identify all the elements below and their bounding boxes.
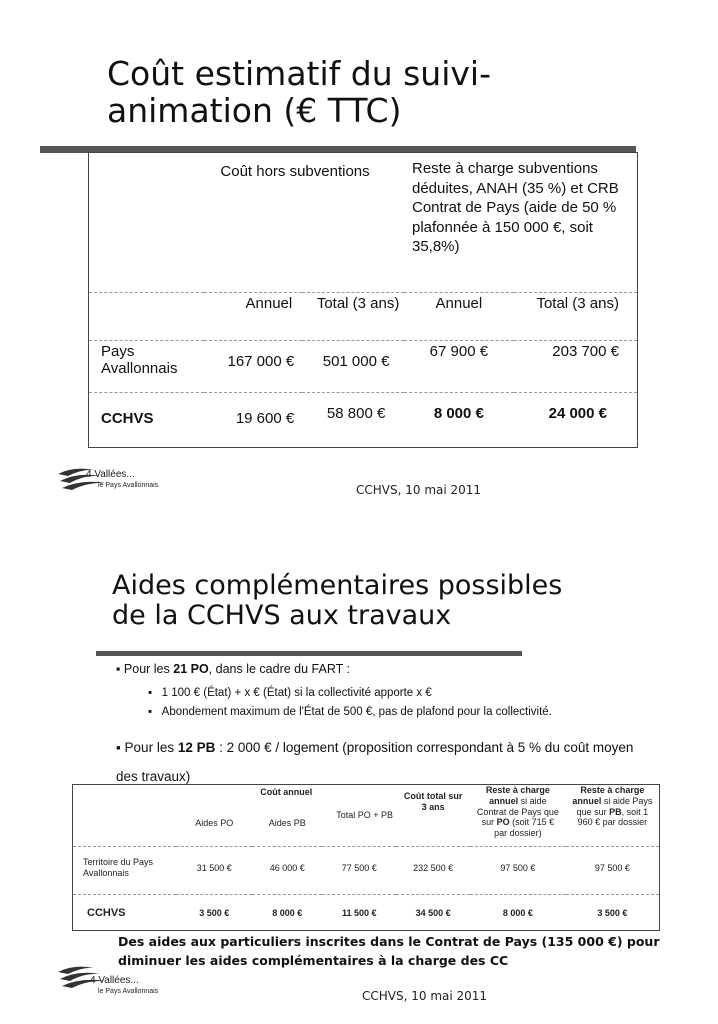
cell-reste-po: 8 000 € [502,908,533,918]
header-cout-total: Coût total sur 3 ans [403,791,463,812]
cell-total-3ans: 34 500 € [415,908,451,918]
row-label: Pays Avallonnais [101,343,178,377]
cell-reste-pb: 3 500 € [597,908,628,918]
bullet-square-icon: ▪ [148,687,162,699]
slide1-sub-annuel-remain: Annuel [435,295,483,312]
bullet-square-icon: ▪ [116,740,125,755]
slide2-logo [56,962,186,996]
slide2-footer: CCHVS, 10 mai 2011 [362,989,488,1003]
cell-annuel: 19 600 € [235,410,295,427]
cell-reste-total: 203 700 € [552,343,619,360]
table-row [73,847,660,895]
cell-reste-annuel: 67 900 € [429,343,489,360]
slide1-title-line1: Coût estimatif du suivi- [107,54,491,93]
row-label: CCHVS [101,410,154,427]
cell-reste-total: 24 000 € [548,405,607,422]
header-total-po-pb: Total PO + PB [336,809,394,820]
cell-po: 31 500 € [196,863,232,873]
slide2-aid-table [72,784,660,931]
logo-line1: 4 Vallées... [90,975,139,986]
bullet-po: ▪ Pour les 21 PO, dans le cadre du FART : [116,662,350,676]
subbullet-1: ▪ 1 100 € (État) + x € (État) si la collectivité apporte x € [148,687,432,699]
logo-line2: le Pays Avallonnais [98,988,159,995]
bullet-square-icon: ▪ [148,706,162,718]
bullet-square-icon: ▪ [116,662,124,676]
cell-po: 3 500 € [199,908,230,918]
cell-annuel: 167 000 € [227,353,295,370]
subbullet-2: ▪ Abondement maximum de l'État de 500 €, pas de plafond pour la collectivité. [148,706,552,718]
header-reste-pb: Reste à charge annuel si aide Pays que sur PB, soit 1 960 € par dossier [572,785,653,828]
slide1-sub-annuel: Annuel [245,295,293,312]
slide1-sub-total-remain: Total (3 ans) [536,295,619,312]
cell-total: 501 000 € [322,353,390,370]
row-label: Territoire du Pays Avallonnais [83,857,154,878]
slide1-header-remain: Reste à charge subventions déduites, ANAH (35 %) et CRB Contrat de Pays (aide de 50 % plafonnée à 150 000 €, soit 35,8%) [411,160,619,255]
logo-line2: le Pays Avallonnais [98,482,159,489]
cell-total-3ans: 232 500 € [413,863,454,873]
cell-total: 58 800 € [326,405,386,422]
slide1-sub-total: Total (3 ans) [316,295,400,312]
bullet-pb: ▪ Pour les 12 PB : 2 000 € / logement (proposition correspondant à 5 % du coût moyen des travaux) [116,740,634,784]
header-cout-annuel: Coût annuel [260,787,313,797]
cell-pb: 8 000 € [272,908,303,918]
slide1-logo [56,464,186,498]
header-aides-pb: Aides PB [268,817,306,828]
slide2-title-line1: Aides complémentaires possibles [112,570,563,601]
cell-total: 77 500 € [341,863,377,873]
row-label: CCHVS [87,907,126,919]
slide2-note: Des aides aux particuliers inscrites dans le Contrat de Pays (135 000 €) pour diminuer les aides complémentaires à la charge des CC [118,934,660,968]
slide2-title [112,571,562,631]
header-reste-po: Reste à charge annuel si aide Contrat de Pays que sur PO (soit 715 € par dossier) [476,785,559,839]
table-row [73,895,660,931]
table-row [89,393,638,448]
header-aides-po: Aides PO [195,817,234,828]
cell-reste-po: 97 500 € [500,863,536,873]
slide1-header-cost: Coût hors subventions [220,163,370,180]
slide1-title-line2: animation (€ TTC) [107,90,402,130]
table-row [89,341,638,393]
logo-line1: 4 Vallées... [86,469,135,480]
slide1-cost-table [88,152,638,448]
slide1-title [107,56,491,130]
cell-reste-annuel: 8 000 € [433,405,484,422]
cell-pb: 46 000 € [269,863,305,873]
slide2-title-line2: de la CCHVS aux travaux [112,600,452,632]
cell-reste-pb: 97 500 € [594,863,630,873]
slide1-footer: CCHVS, 10 mai 2011 [356,483,482,497]
slide2-title-rule [96,651,522,656]
cell-total: 11 500 € [341,908,377,918]
